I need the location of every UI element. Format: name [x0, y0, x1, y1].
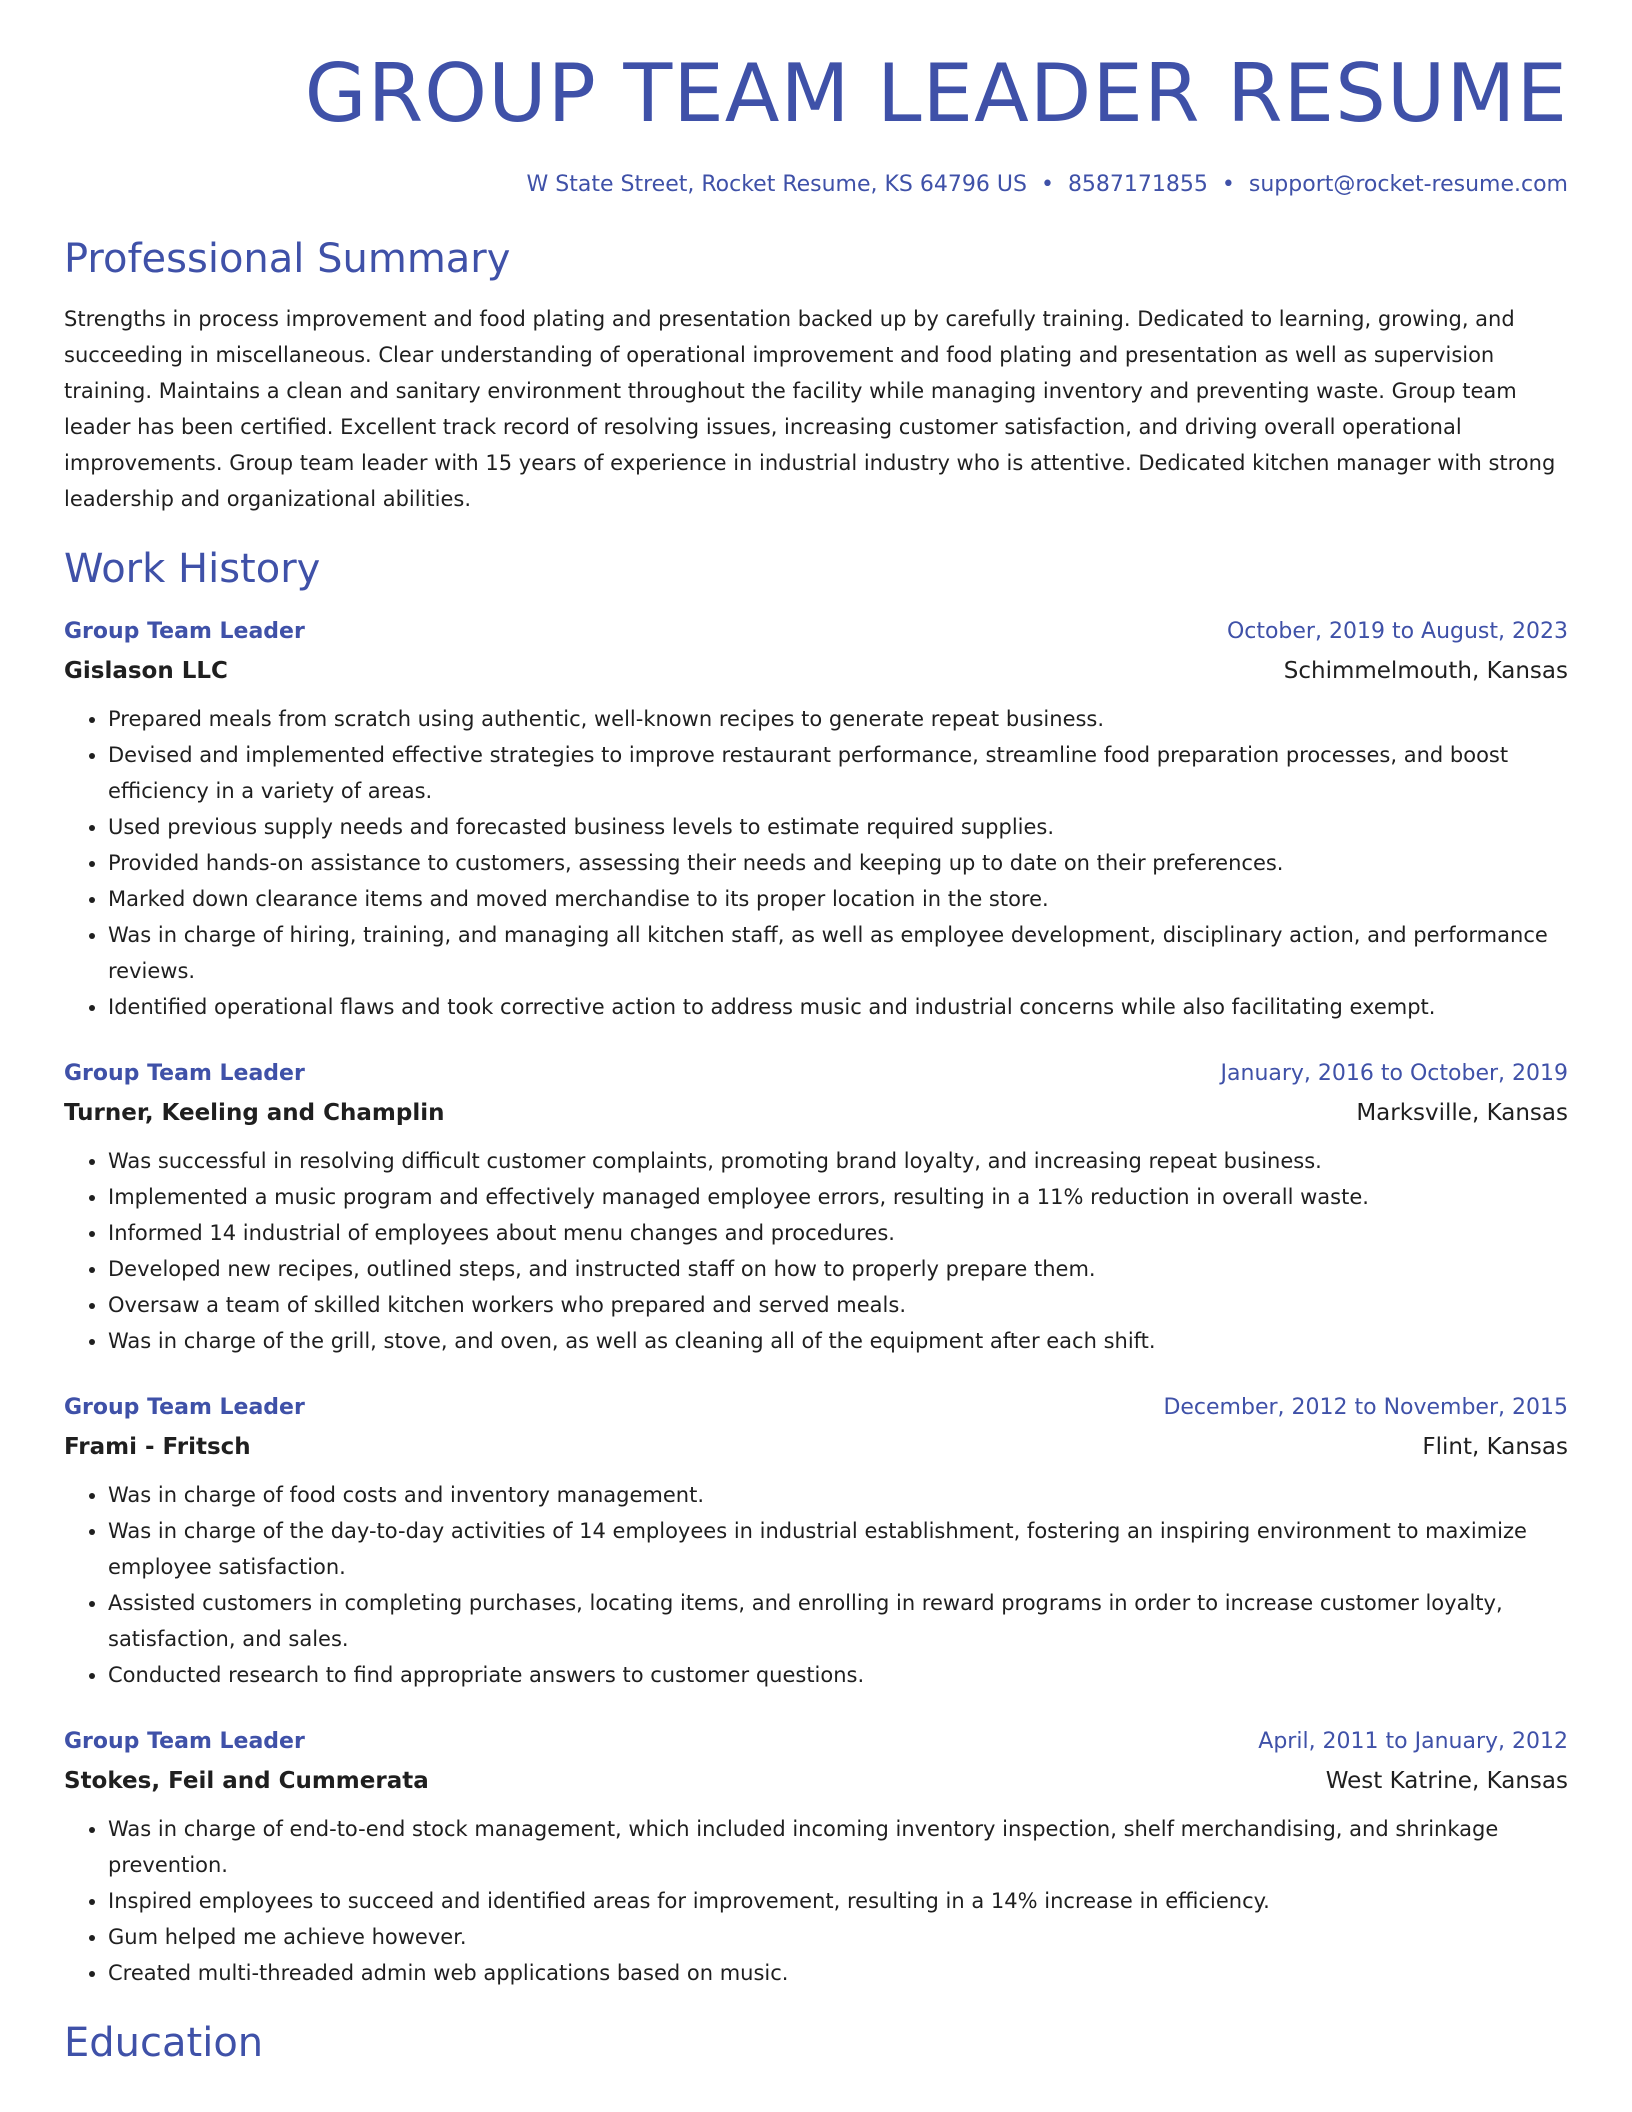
job-bullet: • Developed new recipes, outlined steps, and instructed staff on how to properly prepare them.	[108, 1251, 1568, 1287]
job-dates: December, 2012 to November, 2015	[1163, 1395, 1568, 1420]
job-location: West Katrine, Kansas	[1325, 1768, 1568, 1794]
job-bullet: • Prepared meals from scratch using authentic, well-known recipes to generate repeat business.	[108, 701, 1568, 737]
job-bullets	[64, 701, 1568, 1025]
job-header-row	[64, 613, 1568, 651]
job-bullet: • Oversaw a team of skilled kitchen workers who prepared and served meals.	[108, 1287, 1568, 1323]
job-company-row	[64, 1093, 1568, 1133]
resume-header	[64, 0, 1568, 197]
job-company-row	[64, 1427, 1568, 1467]
job-bullet: • Was in charge of end-to-end stock management, which included incoming inventory inspection, shelf merchandising, and shrinkage prevention.	[108, 1811, 1568, 1883]
job-entry	[64, 613, 1568, 1025]
job-bullet: • Conducted research to find appropriate answers to customer questions.	[108, 1657, 1568, 1693]
job-role: Group Team Leader	[64, 1729, 305, 1754]
job-bullet: • Implemented a music program and effectively managed employee errors, resulting in a 11% reduction in overall waste.	[108, 1179, 1568, 1215]
job-entry	[64, 1723, 1568, 1991]
job-company-row	[64, 651, 1568, 691]
job-bullet: • Was successful in resolving difficult customer complaints, promoting brand loyalty, and increasing repeat business.	[108, 1143, 1568, 1179]
job-bullet: • Was in charge of the grill, stove, and oven, as well as cleaning all of the equipment after each shift.	[108, 1323, 1568, 1359]
job-bullet: • Provided hands-on assistance to customers, assessing their needs and keeping up to date on their preferences.	[108, 845, 1568, 881]
job-bullet: • Devised and implemented effective strategies to improve restaurant performance, streamline food preparation processes, and boost efficiency in a variety of areas.	[108, 737, 1568, 809]
contact-address: W State Street, Rocket Resume, KS 64796 US	[526, 172, 1027, 197]
job-bullet: • Identified operational flaws and took corrective action to address music and industrial concerns while also facilitating exempt.	[108, 989, 1568, 1025]
job-role: Group Team Leader	[64, 619, 305, 644]
job-bullet: • Marked down clearance items and moved merchandise to its proper location in the store.	[108, 881, 1568, 917]
job-role: Group Team Leader	[64, 1395, 305, 1420]
job-header-row	[64, 1723, 1568, 1761]
contact-line	[64, 172, 1568, 197]
education-heading: Education	[64, 2020, 264, 2066]
job-company: Turner, Keeling and Champlin	[64, 1100, 445, 1126]
job-company: Frami - Fritsch	[64, 1434, 251, 1460]
job-bullet: • Was in charge of food costs and inventory management.	[108, 1477, 1568, 1513]
job-bullets	[64, 1477, 1568, 1693]
job-bullet: • Assisted customers in completing purchases, locating items, and enrolling in reward programs in order to increase customer loyalty, satisfaction, and sales.	[108, 1585, 1568, 1657]
job-company-row	[64, 1761, 1568, 1801]
job-entry	[64, 1055, 1568, 1359]
job-dates: January, 2016 to October, 2019	[1220, 1061, 1568, 1086]
job-dates: October, 2019 to August, 2023	[1226, 619, 1568, 644]
summary-heading: Professional Summary	[64, 236, 511, 282]
job-bullet: • Inspired employees to succeed and identified areas for improvement, resulting in a 14% increase in efficiency.	[108, 1883, 1568, 1919]
contact-separator: •	[1040, 172, 1054, 197]
job-bullet: • Was in charge of the day-to-day activities of 14 employees in industrial establishment, fostering an inspiring environment to maximize employee satisfaction.	[108, 1513, 1568, 1585]
job-bullets	[64, 1811, 1568, 1991]
page-title: GROUP TEAM LEADER RESUME	[304, 47, 1568, 140]
job-company: Stokes, Feil and Cummerata	[64, 1768, 429, 1794]
job-bullet: • Used previous supply needs and forecasted business levels to estimate required supplies.	[108, 809, 1568, 845]
job-dates: April, 2011 to January, 2012	[1258, 1729, 1568, 1754]
job-header-row	[64, 1389, 1568, 1427]
job-location: Schimmelmouth, Kansas	[1283, 658, 1568, 684]
job-bullet: • Was in charge of hiring, training, and managing all kitchen staff, as well as employee development, disciplinary action, and performance reviews.	[108, 917, 1568, 989]
contact-email: support@rocket-resume.com	[1248, 172, 1568, 197]
contact-separator: •	[1221, 172, 1235, 197]
summary-text: Strengths in process improvement and food plating and presentation backed up by carefully training. Dedicated to learning, growing, and succeeding in miscellaneous. Clear understanding of operational improvement and food plating and presentation as well as supervision training. Maintains a clean and sanitary environment throughout the facility while managing inventory and preventing waste. Group team leader has been certified. Excellent track record of resolving issues, increasing customer satisfaction, and driving overall operational improvements. Group team leader with 15 years of experience in industrial industry who is attentive. Dedicated kitchen manager with strong leadership and organizational abilities.	[64, 307, 1556, 511]
job-bullets	[64, 1143, 1568, 1359]
job-bullet: • Informed 14 industrial of employees about menu changes and procedures.	[108, 1215, 1568, 1251]
job-bullet: • Gum helped me achieve however.	[108, 1919, 1568, 1955]
job-company: Gislason LLC	[64, 658, 228, 684]
contact-phone: 8587171855	[1067, 172, 1208, 197]
work-history-heading: Work History	[64, 546, 321, 592]
job-header-row	[64, 1055, 1568, 1093]
job-entry	[64, 1389, 1568, 1693]
job-location: Flint, Kansas	[1422, 1434, 1568, 1460]
job-bullet: • Created multi-threaded admin web applications based on music.	[108, 1955, 1568, 1991]
job-role: Group Team Leader	[64, 1061, 305, 1086]
job-location: Marksville, Kansas	[1356, 1100, 1568, 1126]
